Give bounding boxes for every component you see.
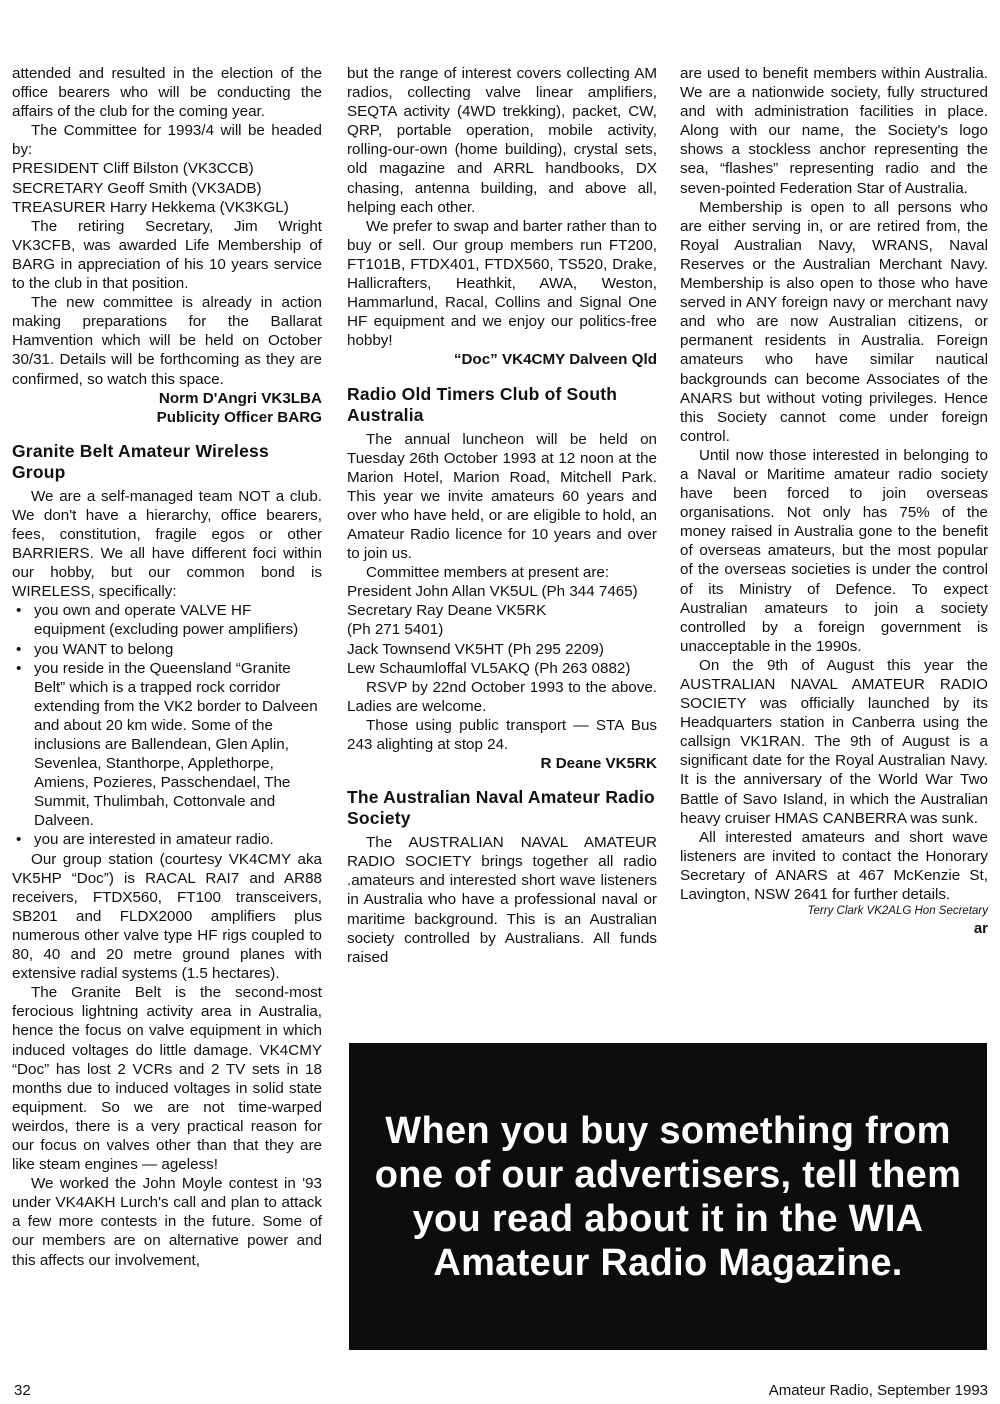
paragraph: The annual luncheon will be held on Tuesday 26th October 1993 at 12 noon at the Marion Hotel, Marion Road, Mitchell Park. This year we invite amateurs 60 years and over who have held, or are eligible to hold, an Amateur Radio licence for 10 years and over to join us. <box>347 430 657 563</box>
officer-line: SECRETARY Geoff Smith (VK3ADB) <box>12 179 262 197</box>
signature-name: Terry Clark VK2ALG Hon Secretary <box>807 905 988 918</box>
bullet-item: • you are interested in amateur radio. <box>12 830 322 849</box>
page-number: 32 <box>14 1382 31 1399</box>
paragraph: The retiring Secretary, Jim Wright VK3CFB, was awarded Life Membership of BARG in appreciation of his 10 years service to the club in that position. <box>12 217 322 293</box>
paragraph: The new committee is already in action making preparations for the Ballarat Hamvention which will be held on October 30/31. Details will be forthcoming as they are confirmed, so watch this space. <box>12 294 322 388</box>
paragraph: We are a self-managed team NOT a club. We don't have a hierarchy, office bearers, fees, constitution, fragile egos or other BARRIERS. We all have different foci within our hobby, but our common bond is WIRELESS, specifically: <box>12 487 322 601</box>
member-line: Jack Townsend VK5HT (Ph 295 2209) <box>347 640 604 658</box>
signature-name: “Doc” VK4CMY Dalveen Qld <box>453 351 657 369</box>
officer-line: PRESIDENT Cliff Bilston (VK3CCB) <box>12 160 254 178</box>
signature-name: R Deane VK5RK <box>540 755 657 773</box>
officer-line: TREASURER Harry Hekkema (VK3KGL) <box>12 198 289 216</box>
paragraph: All interested amateurs and short wave listeners are invited to contact the Honorary Secretary of ANARS at 467 McKenzie St, Lavington, NSW 2641 for further details. <box>680 828 988 904</box>
paragraph: RSVP by 22nd October 1993 to the above. Ladies are welcome. <box>347 678 657 715</box>
advertisement-box <box>349 1043 987 1350</box>
member-line: Secretary Ray Deane VK5RK <box>347 602 547 620</box>
paragraph: Our group station (courtesy VK4CMY aka VK5HP “Doc”) is RACAL RAI7 and AR88 receivers, FTDX560, FT100 transceivers, SB201 and FLDX2000 amplifiers plus numerous other valve type HF rigs coupled to 80, 40 and 20 metre ground planes with extensive radial systems (1.5 hectares). <box>12 850 322 983</box>
column-2 <box>347 64 657 967</box>
bullet-list <box>12 601 322 849</box>
paragraph: Committee members at present are: <box>366 564 610 582</box>
section-heading: The Australian Naval Amateur Radio Society <box>347 787 655 829</box>
paragraph: We prefer to swap and barter rather than to buy or sell. Our group members run FT200, FT101B, FTDX401, FTDX560, TS520, Drake, Hallicrafters, Heathkit, AWA, Weston, Hammarlund, Racal, Collins and Signal One HF equipment and we enjoy our politics-free hobby! <box>347 217 657 350</box>
end-mark: ar <box>973 920 988 938</box>
paragraph: We worked the John Moyle contest in '93 under VK4AKH Lurch's call and plan to attack a few more contests in the future. Some of our members are on alternative power and this affects our involvement, <box>12 1175 322 1269</box>
paragraph: The AUSTRALIAN NAVAL AMATEUR RADIO SOCIETY brings together all radio .amateurs and interested short wave listeners in Australia who have a professional naval or maritime background. This is an Australian society controlled by Australians. All funds raised <box>347 834 657 966</box>
advertisement-text: When you buy something from one of our advertisers, tell them you read about it in the WIA Amateur Radio Magazine. <box>374 1109 962 1284</box>
signature-name: Norm D'Angri VK3LBA <box>158 389 322 407</box>
section-heading: Granite Belt Amateur Wireless Group <box>12 440 269 482</box>
paragraph: attended and resulted in the election of the office bearers who will be conducting the affairs of the club for the coming year. <box>12 65 322 121</box>
paragraph: On the 9th of August this year the AUSTRALIAN NAVAL AMATEUR RADIO SOCIETY was officially launched by its Headquarters station in Canberra using the callsign VK1RAN. The 9th of August is a significant date for the Royal Australian Navy. It is the anniversary of the World War Two Battle of Savo Island, in which the Australian heavy cruiser HMAS CANBERRA was sunk. <box>680 656 988 827</box>
bullet-item: • you WANT to belong <box>12 640 322 659</box>
column-3 <box>680 64 988 938</box>
member-line: President John Allan VK5UL (Ph 344 7465) <box>347 583 638 601</box>
signature-title: Publicity Officer BARG <box>156 408 322 426</box>
paragraph: but the range of interest covers collecting AM radios, collecting valve linear amplifiers, SEQTA activity (4WD trekking), packet, CW, QRP, portable operation, mobile activity, rolling-our-own (home building), crystal sets, old magazine and ARRL handbooks, DX chasing, antenna building, and above all, helping each other. <box>347 65 657 216</box>
paragraph: Until now those interested in belonging to a Naval or Maritime amateur radio society have been forced to join overseas organisations. Not only has 75% of the money raised in Australia gone to the benefit of overseas amateurs, but the most popular of the overseas societies is under the control of its Ministry of Defence. To expect Australian amateurs to join a society controlled by a foreign government is unacceptable in the 1990s. <box>680 446 988 655</box>
paragraph: Those using public transport — STA Bus 243 alighting at stop 24. <box>347 716 657 753</box>
paragraph: Membership is open to all persons who are either serving in, or are retired from, the Royal Australian Navy, WRANS, Naval Reserves or the Australian Merchant Navy. Membership is also open to those who have served in ANY foreign navy or merchant navy and who are now Australian citizens, or permanent residents in Australia. Foreign amateurs who have similar nautical backgrounds can become Associates of the ANARS but without voting privileges. Hence this Society cannot come under foreign control. <box>680 198 988 445</box>
paragraph: The Committee for 1993/4 will be headed by: <box>12 122 322 159</box>
paragraph: The Granite Belt is the second-most ferocious lightning activity area in Australia, hence the focus on valve equipment in which induced voltages do little damage. VK4CMY “Doc” has lost 2 VCRs and 2 TV sets in 18 months due to induced voltages in solid state equipment. So we are not time-warped weirdos, there is a very practical reason for our focus on valves other than that they are like steam engines — ageless! <box>12 984 322 1174</box>
publication-footer: Amateur Radio, September 1993 <box>768 1382 988 1399</box>
member-line: (Ph 271 5401) <box>347 621 444 639</box>
bullet-item: • you own and operate VALVE HF equipment (excluding power amplifiers) <box>12 601 322 639</box>
member-line: Lew Schaumloffal VL5AKQ (Ph 263 0882) <box>347 659 631 677</box>
section-heading: Radio Old Timers Club of South Australia <box>347 383 618 425</box>
column-1 <box>12 64 322 1270</box>
paragraph: are used to benefit members within Australia. We are a nationwide society, fully structured and with administration facilities in place. Along with our name, the Society's logo shows a stockless anchor representing the sea, “flashes” representing radio and the seven-pointed Federation Star of Australia. <box>680 65 988 197</box>
bullet-item: • you reside in the Queensland “Granite Belt” which is a trapped rock corridor extending from the VK2 border to Dalveen and about 20 km wide. Some of the inclusions are Ballendean, Glen Aplin, Sevenlea, Stanthorpe, Applethorpe, Amiens, Pozieres, Passchendael, The Summit, Thulimbah, Cottonvale and Dalveen. <box>12 659 322 831</box>
